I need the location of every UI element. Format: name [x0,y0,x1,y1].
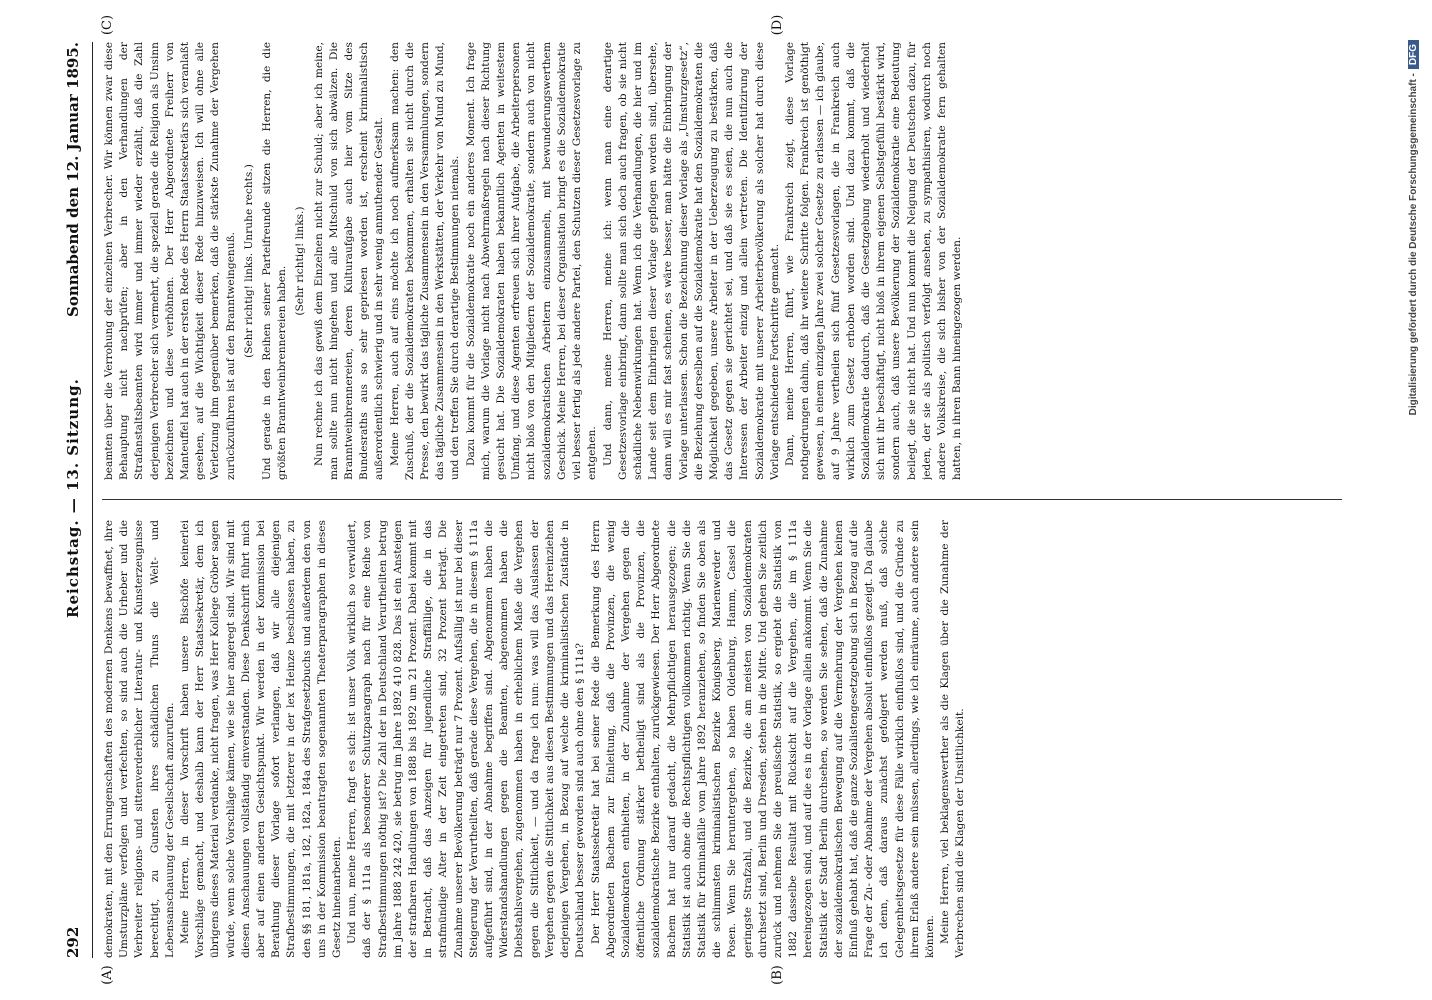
paragraph: Der Herr Staatssekretär hat bei seiner Rede die Bemerkung des Herrn Abgeordneten Bachem zur Einleitung, daß die Provinzen, die wenig Sozialdemokraten enthielten, in der Zunahme der Vergehen gegen die öffentliche Ordnung stärker betheiligt sind als die Provinzen, die sozialdemokratische Bezirke enthalten, zurückgewiesen. Der Herr Abgeordnete Bachem hat nur darauf gedacht, die Mehrpflichtigen herausgezogen; die Statistik ist auch ohne die Rechtspflichtigen vollkommen richtig. Wenn Sie die Statistik für Kriminalfälle vom Jahre 1892 heranziehen, so finden Sie oben als die schlimmsten kriminalistischen Bezirke Königsberg, Marienwerder und Posen. Wenn Sie heruntergehen, so haben Oldenburg, Hamm, Cassel die geringste Strafzahl, und die Bezirke, die am meisten von Sozialdemokraten durchsetzt sind, Berlin und Dresden, stehen in die Mitte. Und gehen Sie zeitlich zurück und nehmen Sie die preußische Statistik, so ergiebt die Statistik von 1882 dasselbe Resultat mit Rücksicht auf die Vergehen, die im § 111a hereingezogen sind, und auf die es in der Vorlage allein ankommt. Wenn Sie die Statistik der Stadt Berlin durchsehen, so werden Sie sehen, daß die Zunahme der sozialdemokratischen Bewegung auf die Vermehrung der Vergehen keinen Einfluß gehabt hat, daß die ganze Sozialistengesetzgebung sich in Bezug auf die Frage der Zu- oder Abnahme der Vergehen absolut einflußlos gezeigt. Da glaube ich denn, daß daraus zunächst gefolgert werden muß, daß solche Gelegenheitsgesetze für diese Fälle wirklich einflußlos sind, und die Gründe zu ihrem Erlaß andere sein müssen, allerdings, wie ich einräume, auch andere sein können. [589,520,936,958]
paragraph: (Sehr richtig! links. Unruhe rechts.) [242,164,255,358]
margin-marker-a: (A) [100,965,115,985]
header-rule [92,42,93,958]
paragraph: beamten über die Verrohung der einzelnen Verbrecher. Wir können zwar diese Behauptung nicht nachprüfen; aber in den Verhandlungen der Strafanstaltsbeamten wird immer und immer wieder erzählt, daß die Zahl derjenigen Verbrecher sich vermehrt, die speziell gerade die Religion als Unsinn bezeichnen und diese verhöhnen. Der Herr Abgeordnete Freiherr von Manteuffel hat auch in der ersten Rede des Herrn Staatssekretärs sich veranlaßt gesehen, auf die Wichtigkeit dieser Rede hinzuweisen. Ich will ohne alle Verletzung ihm gegenüber bemerken, daß die stärkste Zunahme der Vergehen zurückzuführen ist auf den Branntweingenuß. [103,42,237,480]
right-text-column [102,42,1402,480]
column-divider [102,499,1342,500]
margin-marker-b: (B) [770,965,785,985]
paragraph: demokraten, mit den Errungenschaften des modernen Denkens bewaffnet, ihre Umsturzpläne verfolgen und verfechten, so sind auch die Urheber und die Verbreiter religions- und sittenverderblicher Literatur- und Kunsterzeugnisse berechtigt, zu Gunsten ihres schädlichen Thuns die Welt- und Lebensanschauung der Gesellschaft anzurufen. [103,520,176,958]
page-number: 292 [64,926,82,958]
paragraph: Meine Herren, viel beklagenswerther als die Klagen über die Zunahme der Verbrechen sind die Klagen der Unsittlichkeit. [939,520,967,958]
right-margin-markers [100,10,1400,40]
paragraph: Und gerade in den Reihen seiner Parteifreunde sitzen die Herren, die die größten Branntweinbrennereien haben. [261,42,289,480]
left-text-column [102,520,1402,958]
paragraph: Meine Herren, auch auf eins möchte ich noch aufmerksam machen: den Zuschuß, der die Sozialdemokraten bekommen, erhalten sie nicht durch die Presse, den bewirkt das tägliche Zusammensein in den Versammlungen, sondern das tägliche Zusammensein in den Werkstätten, der Verkehr von Mund zu Mund, und den treffen Sie durch derartige Bestimmungen niemals. [388,42,462,480]
left-margin-markers [100,960,1400,990]
margin-marker-d: (D) [770,14,785,36]
digitization-credit-text: Digitalisierung gefördert durch die Deutsche Forschungsgemeinschaft - [1408,73,1419,416]
paragraph: Dazu kommt für die Sozialdemokratie noch ein anderes Moment. Ich frage mich, warum die Vorlage nicht nach Abwehrmaßregeln nach dieser Richtung gesucht hat. Die Sozialdemokraten haben bekanntlich Agenten in weitestem Umfang, und diese Agenten erfreuen sich ihrer Aufgabe, die Arbeiterpersonen nicht bloß von den Mitgliedern der Sozialdemokratie, sondern auch von nicht sozialdemokratischen Arbeitern einzusammeln, mit bewunderungswerthem Geschick. Meine Herren, bei dieser Organisation bringt es die Sozialdemokratie viel besser fertig als jede andere Partei, den Schutzen dieser Gesetzesvorlage zu entgehen. [464,42,599,480]
margin-marker-c: (C) [100,14,115,36]
paragraph: Und dann, meine Herren, meine ich: wenn man eine derartige Gesetzesvorlage einbringt, dann sollte man sich doch auch fragen, ob sie nicht schädliche Nebenwirkungen hat. Wenn ich die Verhandlungen, die hier und im Lande seit dem Einbringen dieser Vorlage gepflogen worden sind, übersehe, dann will es mir fast scheinen, es wäre besser, man hätte die Einbringung der Vorlage unterlassen. Schon die Bezeichnung dieser Vorlage als „Umsturzgesetz“, die Beziehung derselben auf die Sozialdemokratie hat den Sozialdemokraten die Möglichkeit gegeben, unsere Arbeiter in der Ueberzeugung zu bestärken, daß das Gesetz gegen sie gerichtet sei, und daß sie es seien, die nun auch die Interessen der Arbeiter einzig und allein vertreten. Die Identifizirung der Sozialdemokratie mit unserer Arbeiterbevölkerung als solcher hat durch diese Vorlage entschiedene Fortschritte gemacht. [601,42,781,480]
dfg-logo: DFG [1408,40,1419,69]
digitization-credit [1408,40,1419,960]
page-header [62,42,88,958]
paragraph: Nun rechne ich das gewiß dem Einzelnen nicht zur Schuld; aber ich meine, man sollte nun nicht hingehen und alle Mitschuld von sich abwälzen. Die Branntweinbrennereien, deren Kulturaufgabe auch hier vom Sitze des Bundesraths aus so sehr gepriesen worden ist, erscheint kriminalistisch außerordentlich schwierig und in sehr wenig anmuthender Gestalt. [312,42,386,480]
session-date: Sonnabend den 12. Januar 1895. [64,42,82,317]
paragraph: Und nun, meine Herren, fragt es sich: ist unser Volk wirklich so verwildert, daß der § 111a als besonderer Schutzparagraph nach für eine Reihe von Strafbestimmungen nöthig ist? Die Zahl der in Deutschland Verurtheilten betrug im Jahre 1888 242 420, sie betrug im Jahre 1892 410 828. Das ist ein Ansteigen der strafbaren Handlungen von 1888 bis 1892 um 21 Prozent. Dabei kommt mit in Betracht, daß das Anzeigen für jugendliche Straffällige, die in das strafmündige Alter in der Zeit eingetreten sind, 32 Prozent beträgt. Die Zunahme unserer Bevölkerung beträgt nur 7 Prozent. Aufsällig ist nur bei dieser Steigerung der Verurtheilten, daß gerade diese Vergehen, die in diesem § 111a aufgeführt sind, in der Abnahme begriffen sind. Abgenommen haben die Widerstandshandlungen gegen die Beamten, abgenommen haben die Diebstahlsvergehen, zugenommen haben in erheblichem Maße die Vergehen gegen die Sittlichkeit, — und da frage ich nun: was will das Auslassen der Vergehen gegen die Sittlichkeit aus diesen Bestimmungen und das Hereinziehen derjenigen Vergehen, in Bezug auf welche die kriminalistischen Zustände in Deutschland besser geworden sind auch ohne den § 111a? [346,520,587,958]
paragraph: (Sehr richtig! links.) [294,206,307,316]
paragraph: Dann, meine Herren, führt, wie Frankreich zeigt, diese Vorlage nothgedrungen dahin, daß ihr weitere Schritte folgen. Frankreich ist genöthigt gewesen, in einem einzigen Jahre zwei solcher Gesetze zu erlassen — ich glaube, auf 9 Jahre vertheilen sich fünf Gesetzesvorlagen, die in Frankreich auch wirklich zum Gesetz erhoben worden sind. Und dazu kommt, daß die Sozialdemokratie dadurch, daß die Gesetzgebung wiederholt und wiederholt sich mit ihr beschäftigt, nicht bloß in ihrem eigenen Selbstgefühl bestärkt wird, sondern auch, daß unsere Bevölkerung der Sozialdemokratie eine Bedeutung beilegt, die sie nicht hat. Und nun kommt die Neigung der Deutschen dazu, für jeden, der sie als politisch verfolgt ansehen, zu sympathisiren, wodurch noch andere Volkskreise, die sich bisher von der Sozialdemokratie fern gehalten hatten, in ihren Bann hineingezogen werden. [783,42,964,480]
running-title: Reichstag. — 13. Sitzung. [64,378,82,618]
paragraph: Meine Herren, in dieser Vorschrift haben unsere Bischöfe keinerlei Vorschläge gemacht, und deshalb kann der Herr Staatssekretär, dem ich übrigens dieses Material verdanke, nicht fragen, was Herr Kollege Gröber sagen würde, wenn solche Vorschläge kämen, wie sie hier angeregt sind. Wir sind mit diesen Anschauungen vollständig einverstanden. Diese Denkschrift führt mich aber auf einen anderen Gesichtspunkt. Wir werden in der Kommission bei Berathung dieser Vorlage sofort verlangen, daß wir alle diejenigen Strafbestimmungen, die mit letzterer in der lex Heinze beschlossen haben, zu den §§ 181, 181a, 182, 182a, 184a des Strafgesetzbuchs und außerdem den von uns in der Kommission beantragten sogenannten Theaterparagraphen in dieses Gesetz hineinarbeiten. [179,520,344,958]
